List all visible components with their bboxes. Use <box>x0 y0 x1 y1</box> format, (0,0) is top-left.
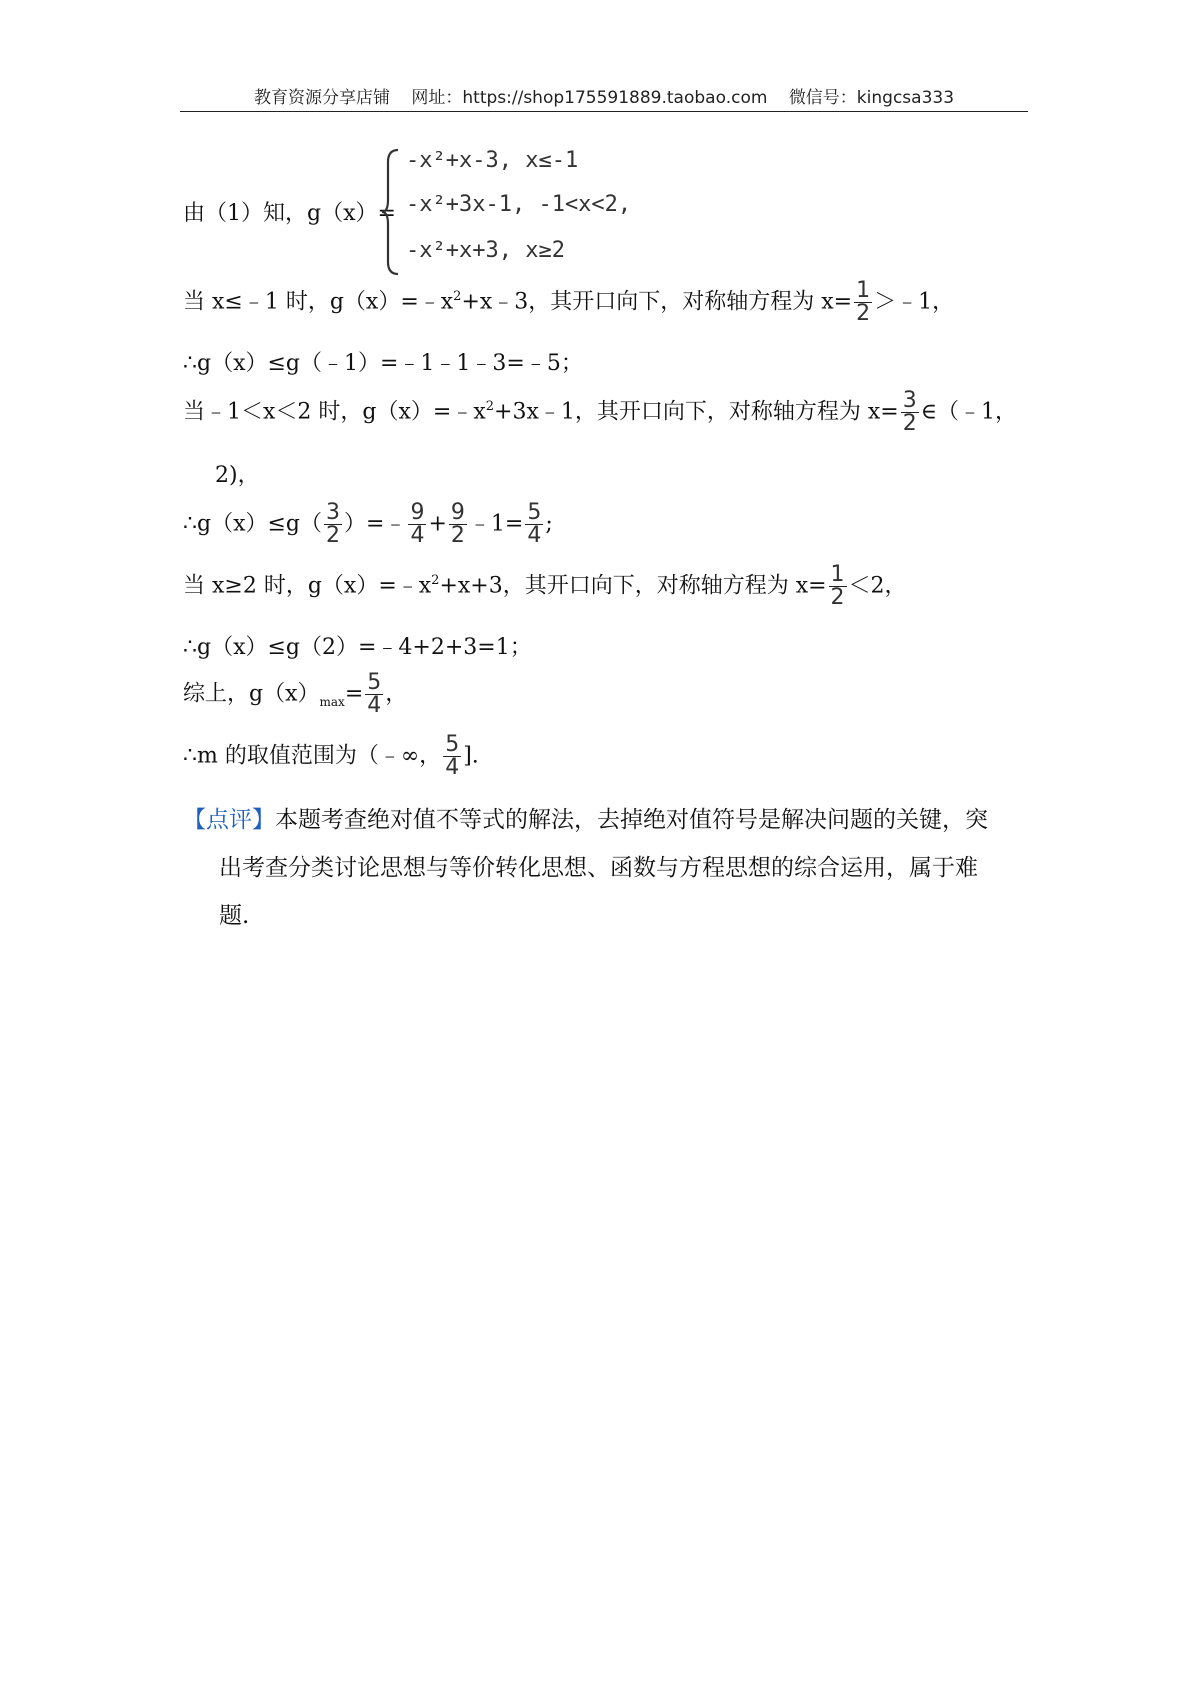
solution-line-8 <box>183 734 479 779</box>
line3-text-c: ∈（﹣1， <box>920 399 1017 425</box>
solution-line-4 <box>183 502 553 547</box>
fraction <box>324 502 342 547</box>
fraction-numerator: 5 <box>367 670 382 695</box>
comment-line-1: 本题考查绝对值不等式的解法，去掉绝对值符号是解决问题的关键，突 <box>275 807 988 833</box>
fraction-numerator: 1 <box>856 278 871 303</box>
fraction <box>365 672 383 717</box>
fraction-denominator: 2 <box>830 585 845 610</box>
line8-text-c: ]. <box>463 743 479 769</box>
header-url: 网址：https://shop175591889.taobao.com <box>411 88 768 108</box>
fraction <box>408 502 426 547</box>
fraction <box>525 502 543 547</box>
line4-text-e: ; <box>545 511 553 537</box>
piecewise-lead: 由（1）知，g（x）= <box>183 201 396 226</box>
solution-line-5 <box>183 564 907 609</box>
fraction-denominator: 4 <box>410 523 425 548</box>
fraction-numerator: 9 <box>410 500 425 525</box>
fraction-numerator: 5 <box>445 732 460 757</box>
fraction <box>449 502 467 547</box>
fraction-denominator: 2 <box>450 523 465 548</box>
piecewise-case-2: -x²+3x-1, -1<x<2, <box>406 192 632 217</box>
page-header <box>180 84 1028 112</box>
line1-text-a: 当 x≤﹣1 时，g（x）=﹣x <box>183 289 454 315</box>
line1-text-c: ＞﹣1， <box>874 289 955 315</box>
solution-line-2: ∴g（x）≤g（﹣1）=﹣1﹣1﹣3=﹣5； <box>183 351 583 376</box>
fraction-numerator: 5 <box>527 500 542 525</box>
fraction-denominator: 2 <box>326 523 341 548</box>
fraction-denominator: 4 <box>445 755 460 780</box>
solution-line-3 <box>183 390 1017 435</box>
comment-tag: 【点评】 <box>183 807 275 833</box>
line4-text-a: ∴g（x）≤g（ <box>183 511 323 537</box>
line1-text-b: +x﹣3，其开口向下，对称轴方程为 x= <box>461 289 853 315</box>
comment-line-3: 题. <box>219 903 250 929</box>
piecewise-function <box>380 148 680 278</box>
solution-line-6: ∴g（x）≤g（2）=﹣4+2+3=1； <box>183 635 532 660</box>
fraction-denominator: 2 <box>856 301 871 326</box>
line7-text-b: = <box>344 681 364 707</box>
line7-text-c: ， <box>385 681 408 707</box>
line8-text-a: ∴m 的取值范围为（﹣∞， <box>183 743 442 769</box>
line7-sub: max <box>319 694 345 709</box>
fraction-numerator: 3 <box>326 500 341 525</box>
line3-text-b: +3x﹣1，其开口向下，对称轴方程为 x= <box>494 399 899 425</box>
left-brace <box>380 148 404 276</box>
fraction-denominator: 4 <box>367 693 382 718</box>
line5-text-b: +x+3，其开口向下，对称轴方程为 x= <box>439 573 827 599</box>
solution-line-7 <box>183 672 407 717</box>
line5-text-a: 当 x≥2 时，g（x）=﹣x <box>183 573 432 599</box>
line7-text-a: 综上，g（x） <box>183 681 320 707</box>
line4-text-d: ﹣1= <box>468 511 524 537</box>
review-comment <box>183 796 1033 940</box>
header-wechat: 微信号：kingcsa333 <box>788 88 955 108</box>
comment-line-2: 出考查分类讨论思想与等价转化思想、函数与方程思想的综合运用，属于难 <box>219 855 978 881</box>
fraction-numerator: 1 <box>830 562 845 587</box>
header-shop: 教育资源分享店铺 <box>253 88 390 108</box>
line4-text-c: + <box>428 511 447 537</box>
piecewise-case-3: -x²+x+3, x≥2 <box>406 238 565 263</box>
fraction-numerator: 3 <box>902 388 917 413</box>
solution-line-3-continued: 2)， <box>215 463 260 488</box>
fraction-denominator: 4 <box>527 523 542 548</box>
line5-sup: 2 <box>431 573 440 589</box>
fraction <box>854 280 872 325</box>
line3-sup: 2 <box>485 399 495 415</box>
line5-text-c: ＜2， <box>848 573 907 599</box>
fraction-denominator: 2 <box>902 411 917 436</box>
fraction <box>829 564 847 609</box>
fraction <box>901 390 919 435</box>
line3-text-a: 当﹣1＜x＜2 时，g（x）=﹣x <box>183 399 486 425</box>
line1-sup: 2 <box>453 289 462 305</box>
fraction-numerator: 9 <box>450 500 465 525</box>
line4-text-b: ）=﹣ <box>344 511 407 537</box>
solution-line-1 <box>183 280 954 325</box>
piecewise-case-1: -x²+x-3, x≤-1 <box>406 148 579 173</box>
fraction <box>443 734 461 779</box>
header-rule <box>180 111 1028 112</box>
